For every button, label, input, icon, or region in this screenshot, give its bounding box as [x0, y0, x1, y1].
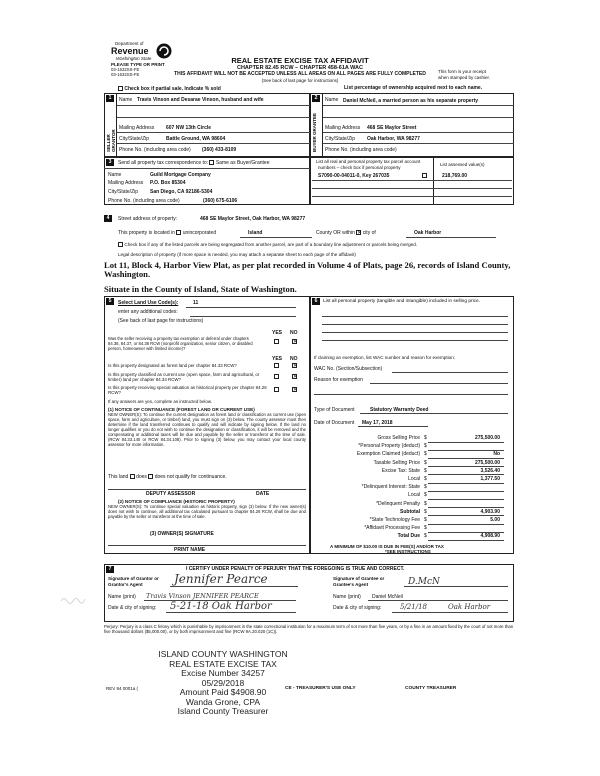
q-exempt-yes[interactable] [274, 339, 279, 344]
unincorporated-label: unincorporated [182, 230, 217, 236]
form-chapter: CHAPTER 82.45 RCW – CHAPTER 458-61A WAC [236, 65, 364, 71]
stamp-line-4: 05/29/2018 [201, 677, 245, 688]
q-forest-yes[interactable] [274, 363, 279, 368]
dept-line3: Washington State [116, 56, 152, 61]
q-current-no[interactable] [292, 374, 297, 379]
q-forest-no[interactable] [292, 363, 297, 368]
legal-description-1: Lot 11, Block 4, Harbor View Plat, as per plat recorded in Volume 4 of Plats, page 26, records of Island County, [104, 260, 511, 270]
partial-sale-label: Check box if partial sale. Indicate % sold [124, 85, 221, 92]
grantee-city[interactable]: Oak Harbor [448, 603, 491, 611]
tax-row-currency: $ [424, 484, 427, 491]
tax-row-label: *Delinquent Interest: State [361, 484, 420, 491]
same-as-buyer-label: Same as Buyer/Grantee [215, 160, 270, 166]
partial-sale-row [118, 86, 221, 93]
document-type-label: Type of Document [314, 407, 355, 413]
city-of-checkbox[interactable] [356, 230, 361, 235]
corr-name[interactable]: Guild Mortgage Company [150, 172, 211, 178]
treasurer-stamp [150, 650, 296, 717]
notice-compliance-title: (2) NOTICE OF COMPLIANCE (HISTORIC PROPERTY) [118, 499, 235, 504]
dept-line2: Revenue [111, 46, 149, 56]
grantor-signature[interactable]: Jennifer Pearce [174, 572, 268, 586]
q-exempt: Was the seller receiving a property tax exemption or deferral under chapters 84.36, 84.37, or 84.38 RCW (nonprofit organization, senior citizen, or disabled person, homeowner with limited income)? [108, 336, 253, 352]
legal-description-2: Washington. [104, 269, 151, 279]
corr-mailing[interactable]: P.O. Box 85304 [150, 180, 186, 186]
certify-heading: I CERTIFY UNDER PENALTY OF PERJURY THAT THE FOREGOING IS TRUE AND CORRECT. [186, 566, 405, 572]
form-number-1: 03-1632SS-FE [111, 67, 140, 72]
section-2-marker: 2 [312, 95, 320, 102]
seller-phone-label: Phone No. (including area code) [119, 147, 191, 153]
grantor-sig-label: Signature of Grantor or Grantor's Agent [108, 576, 159, 587]
tax-row-value[interactable]: 5.00 [490, 517, 500, 523]
tax-row-label: *Delinquent Penalty [376, 500, 420, 507]
grantee-sig-label: Signature of Grantee or Grantee's Agent [333, 576, 385, 587]
tax-row-currency: $ [424, 500, 427, 507]
grantor-date-city[interactable]: 5-21-18 Oak Harbor [170, 601, 272, 612]
receipt-note-2: when stamped by cashier. [438, 75, 491, 80]
does-label: does [136, 474, 147, 480]
buyer-name-label: Name [325, 97, 339, 103]
tax-row-value[interactable]: 275,500.00 [474, 459, 500, 466]
ownership-note: List percentage of ownership acquired next to each name. [344, 85, 483, 91]
parcels-label-1: List all real and personal property tax parcel account [316, 159, 421, 164]
tax-row-value[interactable]: 275,500.00 [474, 435, 500, 441]
buyer-phone-label: Phone No. (including area code) [325, 147, 397, 153]
assessed-label: List assessed value(s) [440, 162, 485, 167]
scan-mark [60, 592, 86, 602]
tax-row-currency: $ [424, 443, 427, 450]
county-or-within-label: County OR within [316, 230, 355, 236]
deputy-date-label: DATE [256, 491, 270, 497]
q-exempt-no[interactable] [292, 339, 297, 344]
tax-row-label: *Personal Property (deduct) [358, 443, 420, 450]
form-number-2: 03-1632SS-FE [111, 72, 140, 77]
q-current-yes[interactable] [274, 374, 279, 379]
seller-name-label: Name [119, 97, 133, 103]
tax-row-currency: $ [424, 451, 427, 458]
grantor-print-name[interactable]: Travis Vinson JENNIFER PEARCE [146, 592, 259, 600]
tax-row-label: Exemption Claimed (deduct) [356, 451, 420, 458]
stamp-line-1: ISLAND COUNTY WASHINGTON [158, 649, 288, 659]
this-land-label: This land [108, 474, 129, 480]
corr-phone[interactable]: (360) 675-6106 [203, 198, 238, 204]
personal-property-checkbox[interactable] [422, 173, 427, 178]
buyer-city-label: City/State/Zip [325, 136, 356, 142]
grantee-date[interactable]: 5/21/18 [400, 603, 427, 611]
corr-mailing-label: Mailing Address [108, 180, 144, 186]
corr-phone-label: Phone No. (including area code) [108, 198, 180, 204]
stamp-line-7: Island County Treasurer [177, 706, 269, 716]
tax-row-value[interactable]: 4,903.90 [480, 508, 500, 515]
street-label: Street address of property: [118, 216, 178, 222]
parcel-number[interactable]: S7090-00-04011-0, Key 267035 [318, 173, 390, 179]
property-city[interactable]: Oak Harbor [414, 230, 442, 236]
notice-continuance-title: (1) NOTICE OF CONTINUANCE (FOREST LAND OR CURRENT USE) [108, 407, 255, 412]
tax-row-value[interactable]: No [493, 451, 500, 458]
tax-row-currency: $ [424, 533, 427, 540]
grantor-date-label: Date & city of signing: [108, 605, 157, 611]
section-1-marker: 1 [106, 95, 114, 102]
tax-row-value[interactable]: 1,377.50 [480, 476, 500, 482]
tax-row-label: Excise Tax: State [381, 467, 420, 474]
grantee-print-name[interactable]: Daniel McNeil [372, 594, 403, 600]
grantee-name-label: Name (print) [333, 594, 361, 600]
personal-property-label: List all personal property (tangible and intangible) included in selling price. [323, 299, 481, 304]
tax-row-label: Total Due [397, 533, 420, 540]
unincorporated-checkbox[interactable] [176, 230, 181, 235]
does-not-label: does not qualify for continuance. [154, 474, 227, 480]
stamp-line-2: REAL ESTATE EXCISE TAX [169, 658, 277, 669]
buyer-name[interactable]: Daniel McNeil, a married person as his separate property [343, 98, 479, 104]
stamp-line-3: Excise Number 34257 [181, 668, 265, 678]
situate-line: Situate in the County of Island, State of Washington. [104, 284, 297, 294]
seller-city[interactable]: Battle Ground, WA 98604 [166, 136, 226, 142]
land-use-select-label: Select Land Use Code(s): [118, 300, 179, 306]
section-6-marker: 6 [312, 298, 320, 305]
tax-row-label: Local [408, 492, 420, 499]
seller-mailing[interactable]: 607 NW 13th Circle [166, 125, 212, 131]
no-header-2: NO [290, 356, 298, 362]
document-type[interactable]: Statutory Warranty Deed [370, 407, 429, 413]
minimum-fee-note: A MINIMUM OF $10.00 IS DUE IN FEE(S) AND/OR TAX [330, 544, 444, 549]
county-treasurer-label: COUNTY TREASURER [405, 686, 457, 691]
does-checkbox[interactable] [130, 474, 135, 479]
corr-name-label: Name [108, 172, 122, 178]
owner-signature-label: (3) OWNER(S) SIGNATURE [150, 531, 214, 537]
segregated-checkbox[interactable] [118, 242, 123, 247]
grantee-date-label: Date & city of signing: [333, 605, 382, 611]
assessed-value[interactable]: 218,769.00 [442, 173, 468, 179]
land-use-see-back: (See back of last page for instructions) [118, 318, 204, 324]
tax-row-label: Gross Selling Price [377, 435, 420, 441]
legal-label: Legal description of property (if more space is needed, you may attach a separate sheet to each page of the affidavit) [118, 252, 356, 257]
grantee-signature[interactable]: D.McN [408, 577, 440, 587]
q-forest: Is this property designated as forest land per chapter 84.33 RCW? [108, 363, 237, 368]
buyer-mailing[interactable]: 468 SE Maylor Street [367, 125, 417, 131]
tax-row-label: Taxable Selling Price [373, 459, 420, 466]
corr-city-label: City/State/Zip [108, 189, 139, 195]
exemption-label: If claiming an exemption, list WAC number and reason for exemption: [314, 355, 456, 360]
land-use-code[interactable]: 11 [193, 300, 199, 306]
property-county[interactable]: Island [248, 230, 263, 236]
tax-row-label: Local [408, 476, 420, 482]
tax-row-currency: $ [424, 492, 427, 499]
stamp-line-6: Wanda Grone, CPA [185, 696, 261, 707]
tax-row-label: Subtotal [400, 508, 420, 515]
tax-row-currency: $ [424, 459, 427, 466]
section-3-marker: 3 [106, 159, 114, 166]
q-historic-yes[interactable] [274, 387, 279, 392]
section-5-marker: 5 [106, 298, 114, 305]
treasurer-use-only: CE - TREASURER'S USE ONLY [285, 686, 356, 691]
tax-row-currency: $ [424, 517, 427, 523]
tax-row-currency: $ [424, 508, 427, 515]
tax-row-currency: $ [424, 435, 427, 441]
q-historic-no[interactable] [292, 387, 297, 392]
print-name-label: PRINT NAME [174, 547, 206, 553]
grantor-name-label: Name (print) [108, 594, 136, 600]
q-historic: Is this property receiving special valuation as historical property per chapter 84.26 RCW? [108, 385, 267, 396]
deputy-assessor-label: DEPUTY ASSESSOR [146, 491, 196, 497]
form-warning: THIS AFFIDAVIT WILL NOT BE ACCEPTED UNLESS ALL AREAS ON ALL PAGES ARE FULLY COMPLETED [174, 71, 426, 77]
yes-header-2: YES [272, 356, 283, 362]
tax-row-currency: $ [424, 476, 427, 482]
buyer-side-label: BUYER GRANTEE [312, 112, 317, 152]
corr-city[interactable]: San Diego, CA 92186-5304 [150, 189, 213, 195]
property-street[interactable]: 468 SE Maylor Street, Oak Harbor, WA 98277 [200, 216, 306, 222]
wac-label: WAC No. (Section/Subsection) [314, 366, 383, 372]
notice-compliance-body: NEW OWNER(S): To continue special valuation as historic property, sign (3) below. If the new owner(s) does not wish to continue, all additional tax calculated pursuant to chapter 84.26 RCW, shall be due and payable by the seller or transferor at the time of sale. [108, 504, 306, 519]
tax-row-label: *Affidavit Processing Fee [364, 525, 420, 532]
yes-header-1: YES [272, 330, 283, 336]
q-current: Is this property classified as current use (open space, farm and agricultural, or timber) land per chapter 84.34 RCW? [108, 372, 260, 383]
stamp-line-5: Amount Paid $4908.90 [179, 687, 267, 697]
tax-row-currency: $ [424, 525, 427, 532]
seller-name[interactable]: Travis Vinson and Desarae Vinson, husband and wife [137, 97, 264, 103]
document-date[interactable]: May 17, 2018 [362, 420, 393, 426]
does-not-checkbox[interactable] [148, 474, 153, 479]
buyer-city[interactable]: Oak Harbor, WA 98277 [367, 136, 420, 142]
seller-city-label: City/State/Zip [119, 136, 150, 142]
please-type: PLEASE TYPE OR PRINT [111, 62, 165, 67]
correspondence-label: Send all property tax correspondence to: [118, 160, 209, 166]
dept-line1: Department of [115, 41, 144, 46]
seller-mailing-label: Mailing Address [119, 125, 155, 131]
segregated-label: Check box if any of the listed parcels are being segregated from another parcel, are part of a boundary line adjustment or parcels being merged. [124, 242, 418, 247]
additional-codes-label: enter any additional codes: [118, 309, 178, 315]
seller-phone[interactable]: (360) 433-8109 [202, 147, 237, 153]
buyer-mailing-label: Mailing Address [325, 125, 361, 131]
city-of-label: city of [362, 230, 376, 236]
notice-continuance-body: NEW OWNER(S): To continue the current designation as forest land or classification as current use (open space, farm and agriculture, or timber) land, you must sign on (3) below. The county assessor must then determine if the land transferred continues to qualify and will indicate by signing below. If the land no longer qualifies or you do not wish to continue the designation or classification, it will be removed and the compensating or additional taxes will be due and payable by the seller or transferor at the time of sale. (RCW 84.33.140 or RCW 84.34.108). Prior to signing (3) below, you may contact your local county assessor for more information. [108, 412, 306, 447]
located-label: This property is located in [118, 230, 175, 236]
no-header-1: NO [290, 330, 298, 336]
any-yes-note: If any answers are yes, complete as instructed below. [108, 399, 212, 404]
see-instructions-note: *SEE INSTRUCTIONS [385, 549, 431, 554]
parcels-label-2: numbers – check box if personal property [318, 165, 401, 170]
tax-row-label: *State Technology Fee [369, 517, 420, 523]
tax-row-value[interactable]: 3,526.40 [480, 467, 500, 474]
tax-row-value[interactable]: 4,908.90 [480, 533, 500, 540]
receipt-note-1: This form is your receipt [438, 69, 487, 74]
section-4-marker: 4 [104, 215, 112, 222]
partial-sale-checkbox[interactable] [118, 86, 123, 91]
exemption-reason-label: Reason for exemption [314, 377, 363, 383]
form-see-back: (See back of last page for instructions) [261, 78, 339, 83]
form-title: REAL ESTATE EXCISE TAX AFFIDAVIT [231, 56, 369, 65]
rev-number: REV 84 0001a ( [106, 686, 139, 691]
document-date-label: Date of Document [314, 420, 355, 426]
same-as-buyer-checkbox[interactable] [209, 160, 214, 165]
section-7-marker: 7 [106, 566, 114, 573]
perjury-notice: Perjury: Perjury is a class C felony which is punishable by imprisonment in the state correctional institution for a maximum term of not more than five years, or by a fine in an amount fixed by the court of not more than five thousand dollars ($5,000.00), or by both imprisonment and fine (RCW 9A.20.020 (1C)). [104, 624, 514, 635]
tax-row-currency: $ [424, 467, 427, 474]
seller-side-label: SELLER GRANTOR [106, 129, 116, 152]
